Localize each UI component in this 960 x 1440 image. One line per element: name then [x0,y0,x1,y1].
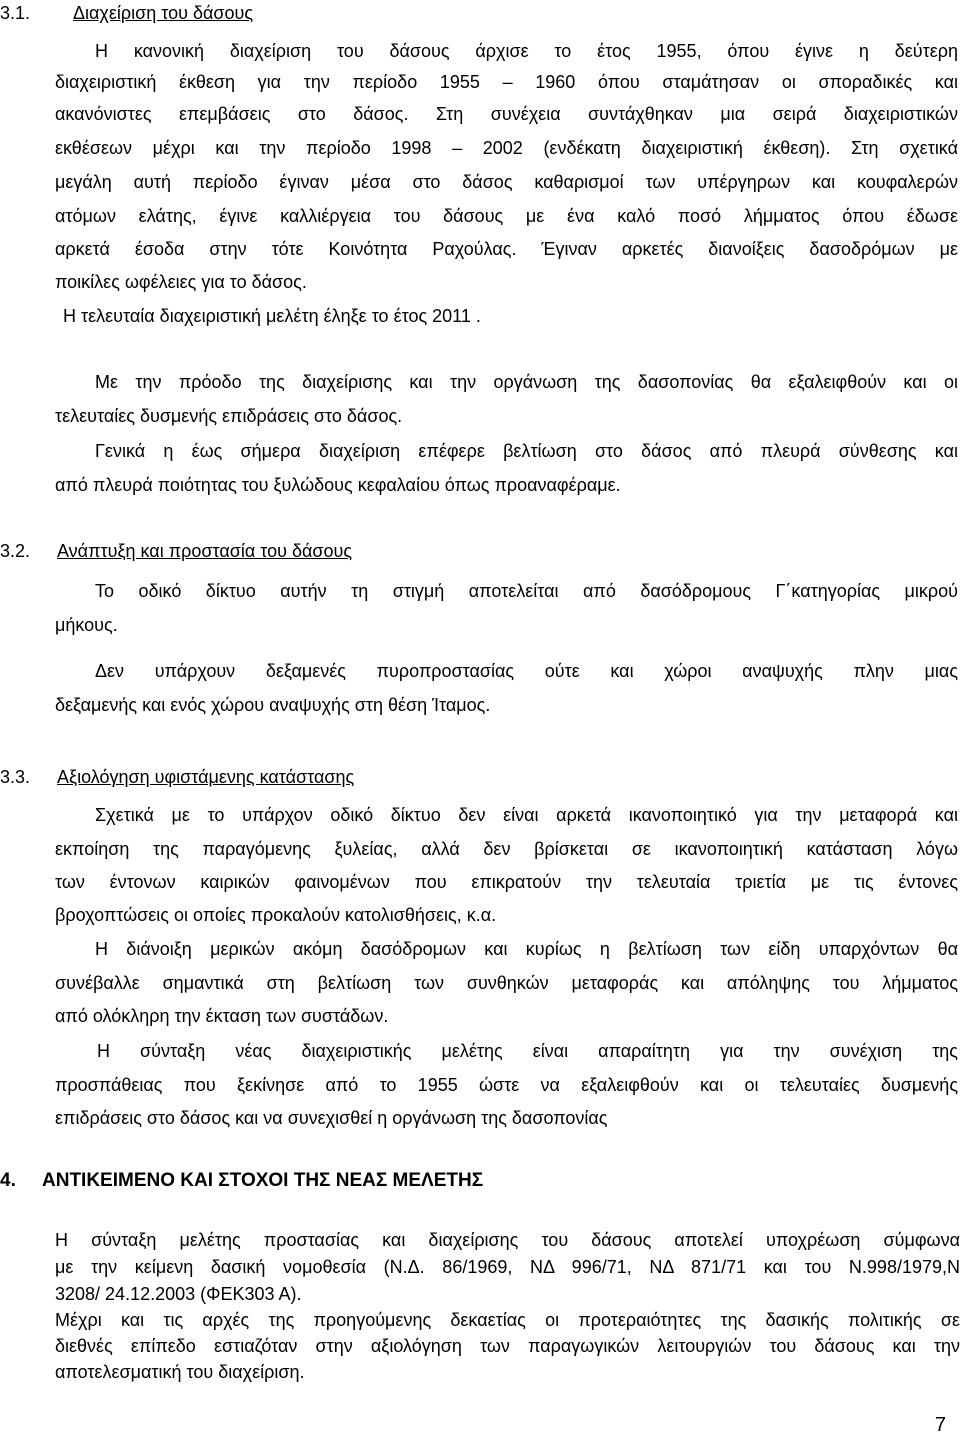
section-number: 3.2. [0,541,31,561]
section-title: Αξιολόγηση υφιστάμενης κατάστασης [57,767,355,787]
paragraph-line: εκποίηση της παραγόμενης ξυλείας, αλλά δεν βρίσκεται σε ικανοποιητική κατάσταση λόγω [55,839,958,859]
paragraph-line: δεξαμενής και ενός χώρου αναψυχής στη θέση Ίταμος. [55,695,491,715]
paragraph-line: Μέχρι και τις αρχές της προηγούμενης δεκαετίας οι προτεραιότητες της δασικής πολιτικής σε [55,1310,960,1330]
paragraph-line: με την κείμενη δασική νομοθεσία (Ν.Δ. 86/1969, ΝΔ 996/71, ΝΔ 871/71 και του Ν.998/1979,Ν [55,1257,960,1277]
section-3-2-heading [0,540,353,562]
paragraph-line: μεγάλη αυτή περίοδο έγιναν μέσα στο δάσος καθαρισμοί των υπέργηρων και κουφαλερών [55,172,958,192]
paragraph-line: βροχοπτώσεις οι οποίες προκαλούν κατολισθήσεις, κ.α. [55,905,497,925]
section-number: 3.1. [0,3,31,23]
paragraph-line: Η κανονική διαχείριση του δάσους άρχισε το έτος 1955, όπου έγινε η δεύτερη [95,41,958,61]
paragraph-line: διαχειριστική έκθεση για την περίοδο 1955 – 1960 όπου σταμάτησαν οι σποραδικές και [55,72,958,92]
paragraph-line: ατόμων ελάτης, έγινε καλλιέργεια του δάσους με ένα καλό ποσό λήμματος όπου έδωσε [55,206,958,226]
paragraph-line: μήκους. [55,615,118,635]
paragraph-line: Η διάνοιξη μερικών ακόμη δασόδρομων και κυρίως η βελτίωση των είδη υπαρχόντων θα [95,939,958,959]
section-3-3-heading [0,766,355,788]
paragraph-line: των έντονων καιρικών φαινομένων που επικρατούν την τελευταία τριετία με τις έντονες [55,872,958,892]
paragraph-line: εκθέσεων μέχρι και την περίοδο 1998 – 2002 (ενδέκατη διαχειριστική έκθεση). Στη σχετικά [55,138,958,158]
paragraph-line: προσπάθειας που ξεκίνησε από το 1955 ώστε να εξαλειφθούν και οι τελευταίες δυσμενής [55,1075,958,1095]
paragraph-line: επιδράσεις στο δάσος και να συνεχισθεί η οργάνωση της δασοπονίας [55,1108,608,1128]
section-title: Διαχείριση του δάσους [73,3,254,23]
paragraph-line: Η τελευταία διαχειριστική μελέτη έληξε το έτος 2011 . [63,306,481,326]
paragraph-line: ακανόνιστες επεμβάσεις στο δάσος. Στη συνέχεια συντάχθηκαν μια σειρά διαχειριστικών [55,104,958,124]
paragraph-line: Γενικά η έως σήμερα διαχείριση επέφερε βελτίωση στο δάσος από πλευρά σύνθεσης και [95,441,958,461]
section-number: 4. [0,1170,16,1191]
paragraph-line: αποτελεσματική του διαχείριση. [55,1362,305,1382]
paragraph-line: τελευταίες δυσμενής επιδράσεις στο δάσος. [55,406,403,426]
paragraph-line: αρκετά έσοδα στην τότε Κοινότητα Ραχούλας. Έγιναν αρκετές διανοίξεις δασοδρόμων με [55,239,958,259]
paragraph-line: από πλευρά ποιότητας του ξυλώδους κεφαλαίου όπως προαναφέραμε. [55,475,621,495]
section-title: Ανάπτυξη και προστασία του δάσους [57,541,353,561]
paragraph-line: Σχετικά με το υπάρχον οδικό δίκτυο δεν είναι αρκετά ικανοποιητικό για την μεταφορά και [95,805,958,825]
paragraph-line: διεθνές επίπεδο εστιαζόταν στην αξιολόγηση των παραγωγικών λειτουργιών του δάσους και την [55,1336,960,1356]
section-3-1-heading [0,2,254,24]
paragraph-line: Δεν υπάρχουν δεξαμενές πυροπροστασίας ούτε και χώροι αναψυχής πλην μιας [95,661,958,681]
paragraph-line: από ολόκληρη την έκταση των συστάδων. [55,1006,389,1026]
section-title: ΑΝΤΙΚΕΙΜΕΝΟ ΚΑΙ ΣΤΟΧΟΙ ΤΗΣ ΝΕΑΣ ΜΕΛΕΤΗΣ [42,1170,484,1191]
paragraph-line: Η σύνταξη νέας διαχειριστικής μελέτης είναι απαραίτητη για την συνέχιση της [97,1041,958,1061]
paragraph-line: 3208/ 24.12.2003 (ΦΕΚ303 Α). [55,1284,302,1304]
paragraph-line: Η σύνταξη μελέτης προστασίας και διαχείρισης του δάσους αποτελεί υποχρέωση σύμφωνα [55,1230,960,1250]
page-number: 7 [934,1414,946,1436]
section-4-heading [0,1170,484,1192]
section-number: 3.3. [0,767,31,787]
paragraph-line: Με την πρόοδο της διαχείρισης και την οργάνωση της δασοπονίας θα εξαλειφθούν και οι [95,372,958,392]
paragraph-line: Το οδικό δίκτυο αυτήν τη στιγμή αποτελείται από δασόδρομους Γ΄κατηγορίας μικρού [95,581,958,601]
paragraph-line: ποικίλες ωφέλειες για το δάσος. [55,272,307,292]
paragraph-line: συνέβαλλε σημαντικά στη βελτίωση των συνθηκών μεταφοράς και απόληψης του λήμματος [55,973,958,993]
